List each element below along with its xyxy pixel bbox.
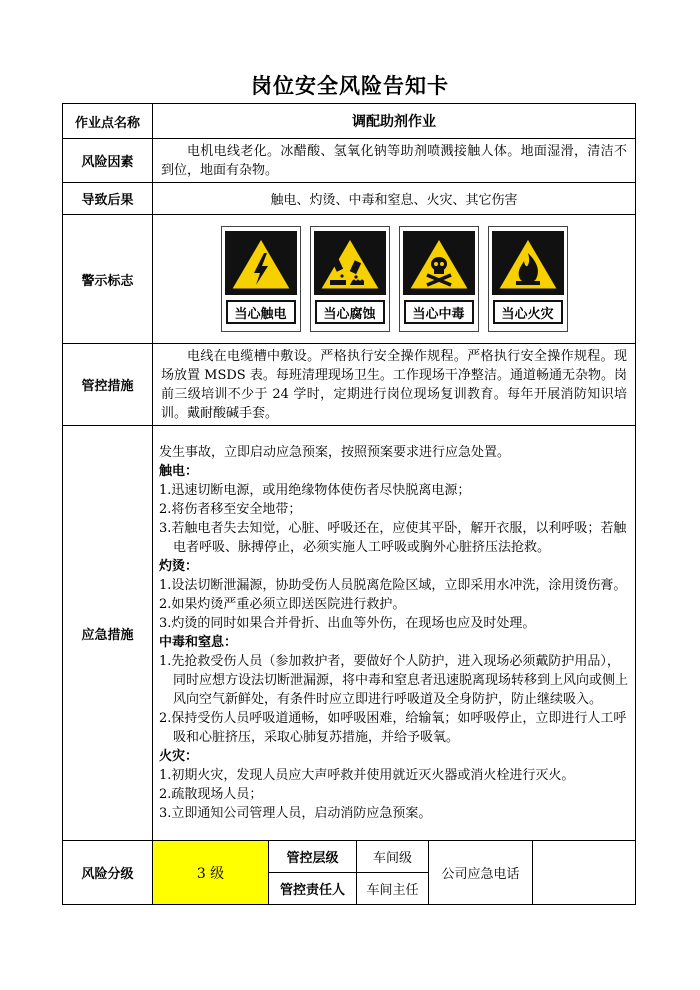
emergency-content <box>153 426 636 841</box>
risk-level-value: 3 级 <box>153 841 269 905</box>
poison-skull-icon <box>403 231 475 295</box>
risk-factors-text: 电机电线老化。冰醋酸、氢氧化钠等助剂喷溅接触人体。地面湿滑，清洁不到位，地面有杂物。 <box>153 139 636 183</box>
list-item: 1.先抢救受伤人员（参加救护者，要做好个人防护，进入现场必须戴防护用品），同时应想方设法切断泄漏源，将中毒和窒息者迅速脱离现场转移到上风向或侧上风向空气新鲜处，有条件时应立即进行呼吸道及全身防护，防止继续吸入。 <box>159 653 629 707</box>
list-item: 1.初期火灾，发现人员应大声呼救并使用就近灭火器或消火栓进行灭火。 <box>159 767 575 783</box>
sign-text: 当心中毒 <box>404 300 474 324</box>
responsible-value: 车间主任 <box>357 873 429 905</box>
row-emergency <box>63 426 636 841</box>
risk-card-table <box>62 103 636 905</box>
list-item: 2.如果灼烫严重必须立即送医院进行救护。 <box>159 596 406 612</box>
list-item: 2.将伤者移至安全地带； <box>159 501 302 517</box>
section-head: 火灾： <box>159 748 199 764</box>
sign-fire <box>488 226 568 332</box>
control-level-label: 管控层级 <box>269 841 357 873</box>
list-item: 3.立即通知公司管理人员，启动消防应急预案。 <box>159 805 432 821</box>
row-control <box>63 344 636 426</box>
sign-poison <box>399 226 479 332</box>
sign-electric-shock <box>221 226 301 332</box>
row-consequences <box>63 183 636 215</box>
warning-label: 警示标志 <box>63 215 153 344</box>
warning-signs-cell <box>153 215 636 344</box>
work-point-value: 调配助剂作业 <box>153 104 636 139</box>
electric-shock-icon <box>225 231 297 295</box>
emergency-label: 应急措施 <box>63 426 153 841</box>
sign-corrosion <box>310 226 390 332</box>
sign-text: 当心触电 <box>226 300 296 324</box>
warning-signs-row <box>153 218 635 340</box>
emergency-phone-value <box>533 841 636 905</box>
row-risk-level-1 <box>63 841 636 873</box>
section-head: 灼烫： <box>159 558 199 574</box>
row-risk-factors <box>63 139 636 183</box>
emergency-intro: 发生事故，立即启动应急预案，按照预案要求进行应急处置。 <box>159 444 511 460</box>
risk-factors-label: 风险因素 <box>63 139 153 183</box>
work-point-label: 作业点名称 <box>63 104 153 139</box>
risk-level-label: 风险分级 <box>63 841 153 905</box>
list-item: 3.若触电者失去知觉，心脏、呼吸还在，应使其平卧，解开衣服，以利呼吸；若触电者呼吸、脉搏停止，必须实施人工呼吸或胸外心脏挤压法抢救。 <box>159 520 627 555</box>
list-item: 1.设法切断泄漏源，协助受伤人员脱离危险区域，立即采用水冲洗，涂用烫伤膏。 <box>159 577 627 593</box>
row-warning-signs <box>63 215 636 344</box>
corrosion-icon <box>314 231 386 295</box>
emergency-phone-label: 公司应急电话 <box>429 841 533 905</box>
consequences-text: 触电、灼烫、中毒和窒息、火灾、其它伤害 <box>153 183 636 215</box>
list-item: 2.疏散现场人员； <box>159 786 263 802</box>
sign-text: 当心火灾 <box>493 300 563 324</box>
section-head: 触电： <box>159 463 199 479</box>
control-text: 电线在电缆槽中敷设。严格执行安全操作规程。严格执行安全操作规程。现场放置 MSDS 表。每班清理现场卫生。工作现场干净整洁。通道畅通无杂物。岗前三级培训不少于 24 学时，定期进行岗位现场复训教育。每年开展消防知识培训。戴耐酸碱手套。 <box>153 344 636 426</box>
control-level-value: 车间级 <box>357 841 429 873</box>
fire-flame-icon <box>492 231 564 295</box>
page-title: 岗位安全风险告知卡 <box>251 74 449 98</box>
consequences-label: 导致后果 <box>63 183 153 215</box>
section-head: 中毒和窒息： <box>159 634 238 650</box>
row-work-point <box>63 104 636 139</box>
list-item: 3.灼烫的同时如果合并骨折、出血等外伤，在现场也应及时处理。 <box>159 615 536 631</box>
responsible-label: 管控责任人 <box>269 873 357 905</box>
list-item: 1.迅速切断电源，或用绝缘物体使伤者尽快脱离电源； <box>159 482 471 498</box>
sign-text: 当心腐蚀 <box>315 300 385 324</box>
list-item: 2.保持受伤人员呼吸道通畅，如呼吸困难，给输氧；如呼吸停止，立即进行人工呼吸和心脏挤压，采取心肺复苏措施，并给予吸氧。 <box>159 710 627 745</box>
control-label: 管控措施 <box>63 344 153 426</box>
